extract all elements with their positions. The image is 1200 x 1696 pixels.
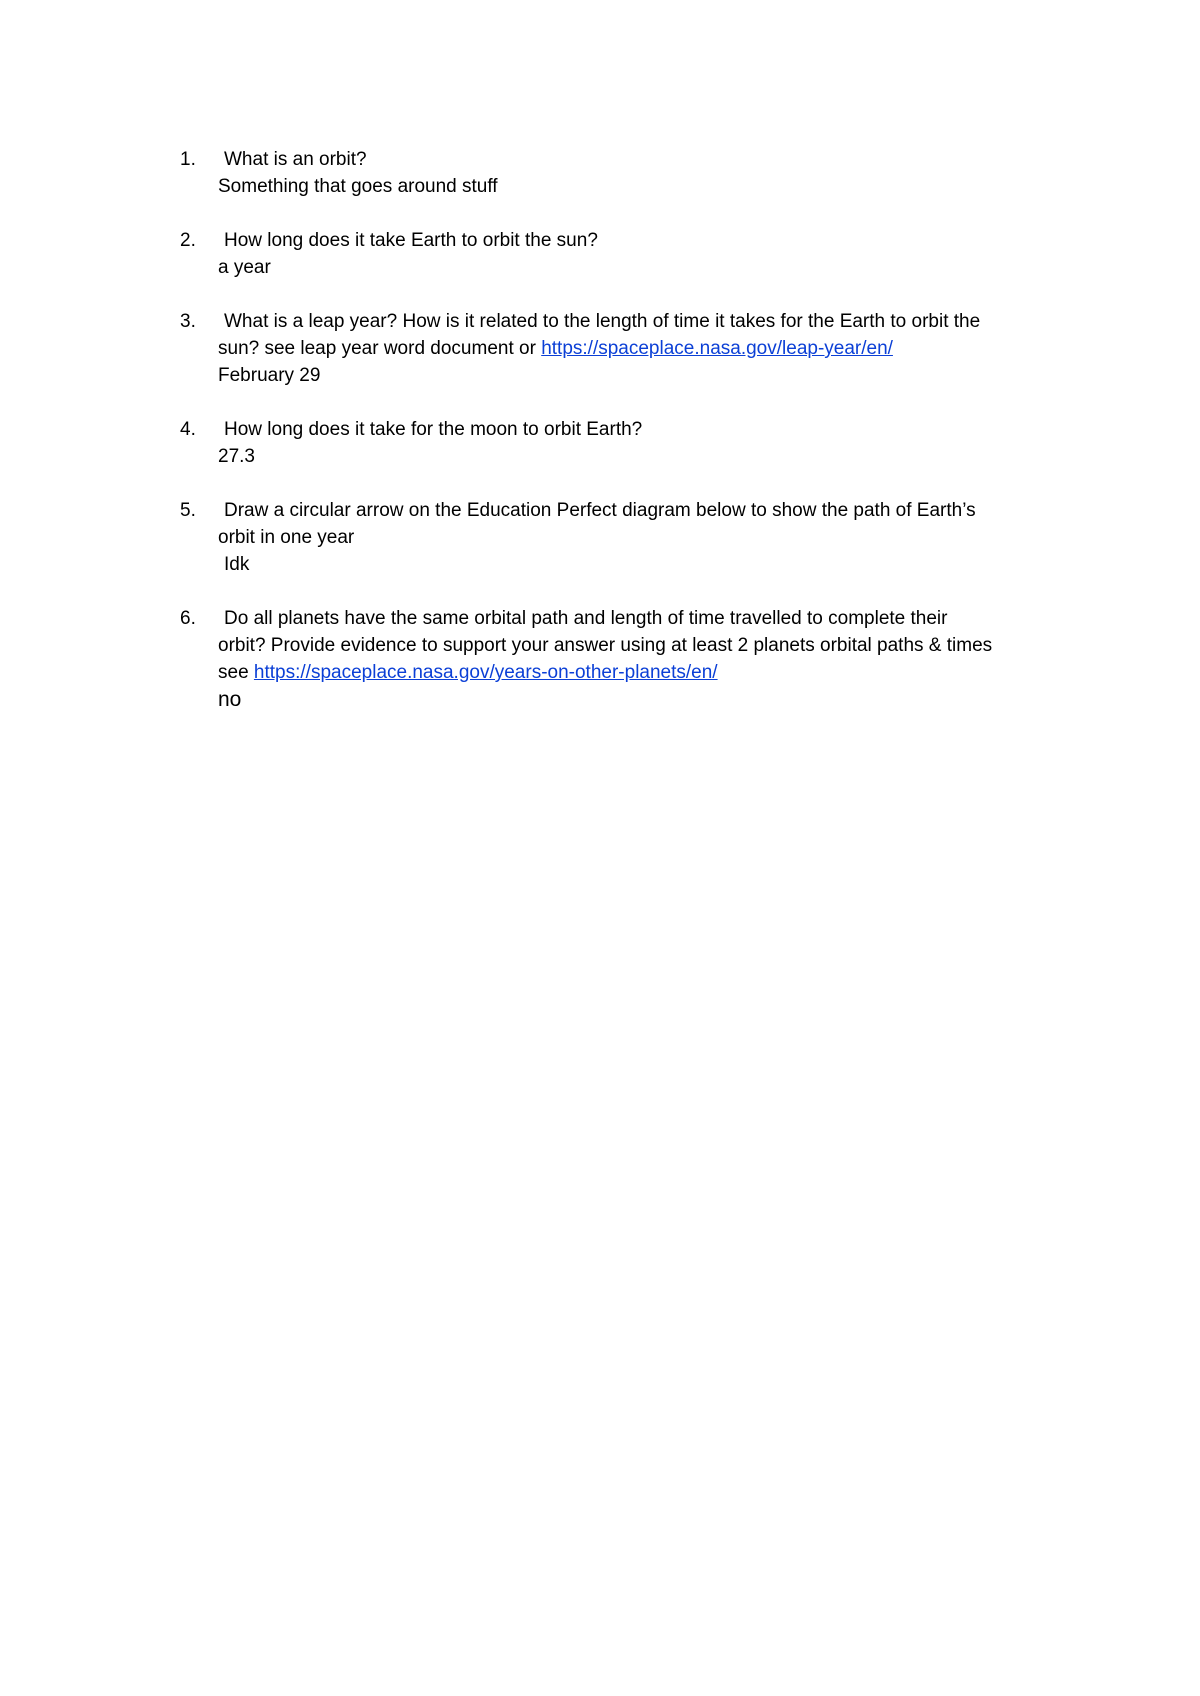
answer-text: 27.3 [218, 446, 255, 467]
question-text-cont: sun? see leap year word document or [218, 338, 536, 359]
question-6 [180, 605, 1080, 713]
question-number: 2. [180, 230, 196, 251]
question-text: How long does it take for the moon to orbit Earth? [224, 419, 643, 440]
question-text: What is an orbit? [224, 149, 367, 170]
question-number: 3. [180, 311, 196, 332]
question-text-continued [218, 335, 1080, 362]
question-text-cont2: see [218, 662, 249, 683]
question-number: 4. [180, 419, 196, 440]
leap-year-link[interactable]: https://spaceplace.nasa.gov/leap-year/en/ [541, 338, 893, 359]
answer-text: a year [218, 257, 271, 278]
question-number: 6. [180, 608, 196, 629]
question-5 [180, 497, 1080, 578]
question-number: 1. [180, 149, 196, 170]
answer-text: Something that goes around stuff [218, 176, 498, 197]
question-3 [180, 308, 1080, 389]
question-text: Draw a circular arrow on the Education Perfect diagram below to show the path of Earth’s [224, 500, 976, 521]
question-text: How long does it take Earth to orbit the sun? [224, 230, 598, 251]
question-text-cont: orbit? Provide evidence to support your answer using at least 2 planets orbital paths & times [218, 635, 993, 656]
question-text: Do all planets have the same orbital path and length of time travelled to complete their [224, 608, 948, 629]
question-number: 5. [180, 500, 196, 521]
question-text-continued [218, 659, 1080, 686]
question-1 [180, 146, 1080, 200]
question-2 [180, 227, 1080, 281]
question-4 [180, 416, 1080, 470]
answer-text: no [218, 688, 242, 711]
answer-text: February 29 [218, 365, 321, 386]
years-on-other-planets-link[interactable]: https://spaceplace.nasa.gov/years-on-other-planets/en/ [253, 662, 718, 683]
answer-text: Idk [224, 554, 250, 575]
question-list [180, 146, 1080, 740]
question-text: What is a leap year? How is it related to the length of time it takes for the Earth to orbit the [224, 311, 981, 332]
question-text-cont: orbit in one year [218, 527, 355, 548]
